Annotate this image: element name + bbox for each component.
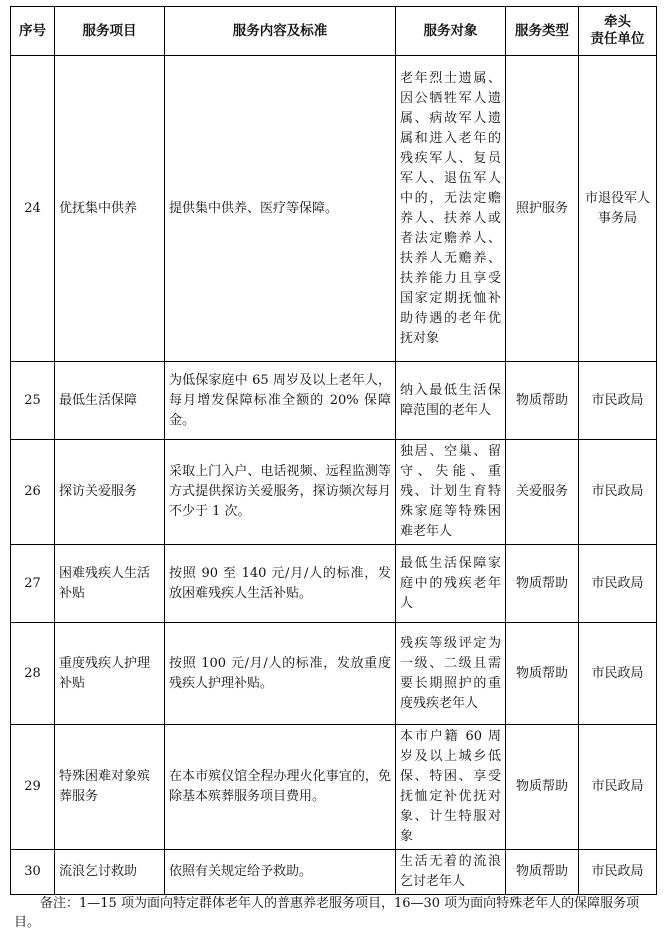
cell-content: 依照有关规定给予救助。: [165, 850, 396, 895]
table-row: [11, 850, 657, 895]
cell-target: 生活无着的流浪乞讨老年人: [396, 850, 506, 895]
cell-dept: 市退役军人事务局: [579, 56, 657, 362]
header-target: 服务对象: [396, 7, 506, 56]
cell-dept: 市民政局: [579, 362, 657, 440]
table-row: [11, 623, 657, 725]
cell-content: 采取上门入户、电话视频、远程监测等方式提供探访关爱服务，探访频次每月不少于 1 次。: [165, 440, 396, 545]
header-type: 服务类型: [506, 7, 579, 56]
cell-type: 照护服务: [506, 56, 579, 362]
cell-target: 独居、空巢、留守、失能、重残、计划生育特殊家庭等特殊困难老年人: [396, 440, 506, 545]
cell-type: 物质帮助: [506, 545, 579, 623]
cell-target: 纳入最低生活保障范围的老年人: [396, 362, 506, 440]
table-row: [11, 440, 657, 545]
header-item: 服务项目: [55, 7, 165, 56]
cell-dept: 市民政局: [579, 440, 657, 545]
cell-type: 物质帮助: [506, 623, 579, 725]
cell-dept: 市民政局: [579, 545, 657, 623]
cell-target: 老年烈士遗属、因公牺牲军人遗属、病故军人遗属和进入老年的残疾军人、复员军人、退伍军人中的，无法定赡养人、扶养人或者法定赡养人、扶养人无赡养、扶养能力且享受国家定期抚恤补助待遇的老年优抚对象: [396, 56, 506, 362]
header-no: 序号: [11, 7, 55, 56]
cell-item: 最低生活保障: [55, 362, 165, 440]
cell-item: 特殊困难对象殡葬服务: [55, 725, 165, 850]
cell-item: 探访关爱服务: [55, 440, 165, 545]
table-header-row: [11, 7, 657, 56]
cell-target: 最低生活保障家庭中的残疾老年人: [396, 545, 506, 623]
cell-type: 物质帮助: [506, 725, 579, 850]
cell-no: 30: [11, 850, 55, 895]
cell-no: 25: [11, 362, 55, 440]
cell-target: 残疾等级评定为一级、二级且需要长期照护的重度残疾老年人: [396, 623, 506, 725]
cell-no: 27: [11, 545, 55, 623]
header-dept: 牵头 责任单位: [579, 7, 657, 56]
cell-dept: 市民政局: [579, 623, 657, 725]
table-row: [11, 545, 657, 623]
cell-no: 26: [11, 440, 55, 545]
cell-item: 优抚集中供养: [55, 56, 165, 362]
header-content: 服务内容及标准: [165, 7, 396, 56]
cell-dept: 市民政局: [579, 850, 657, 895]
table-row: [11, 56, 657, 362]
table-row: [11, 362, 657, 440]
service-table: [10, 6, 657, 895]
cell-no: 24: [11, 56, 55, 362]
table-note: 备注：1—15 项为面向特定群体老年人的普惠养老服务项目，16—30 项为面向特殊老年人的保障服务项目。: [14, 896, 640, 930]
cell-content: 按照 90 至 140 元/月/人的标准，发放困难残疾人生活补贴。: [165, 545, 396, 623]
cell-type: 物质帮助: [506, 362, 579, 440]
cell-item: 流浪乞讨救助: [55, 850, 165, 895]
cell-item: 困难残疾人生活补贴: [55, 545, 165, 623]
cell-no: 28: [11, 623, 55, 725]
cell-content: 在本市殡仪馆全程办理火化事宜的，免除基本殡葬服务项目费用。: [165, 725, 396, 850]
cell-content: 提供集中供养、医疗等保障。: [165, 56, 396, 362]
cell-no: 29: [11, 725, 55, 850]
cell-content: 为低保家庭中 65 周岁及以上老年人，每月增发保障标准全额的 20% 保障金。: [165, 362, 396, 440]
table-row: [11, 725, 657, 850]
cell-target: 本市户籍 60 周岁及以上城乡低保、特困、享受抚恤定补优抚对象、计生特服对象: [396, 725, 506, 850]
cell-type: 物质帮助: [506, 850, 579, 895]
cell-type: 关爱服务: [506, 440, 579, 545]
cell-content: 按照 100 元/月/人的标准，发放重度残疾人护理补贴。: [165, 623, 396, 725]
cell-dept: 市民政局: [579, 725, 657, 850]
cell-item: 重度残疾人护理补贴: [55, 623, 165, 725]
